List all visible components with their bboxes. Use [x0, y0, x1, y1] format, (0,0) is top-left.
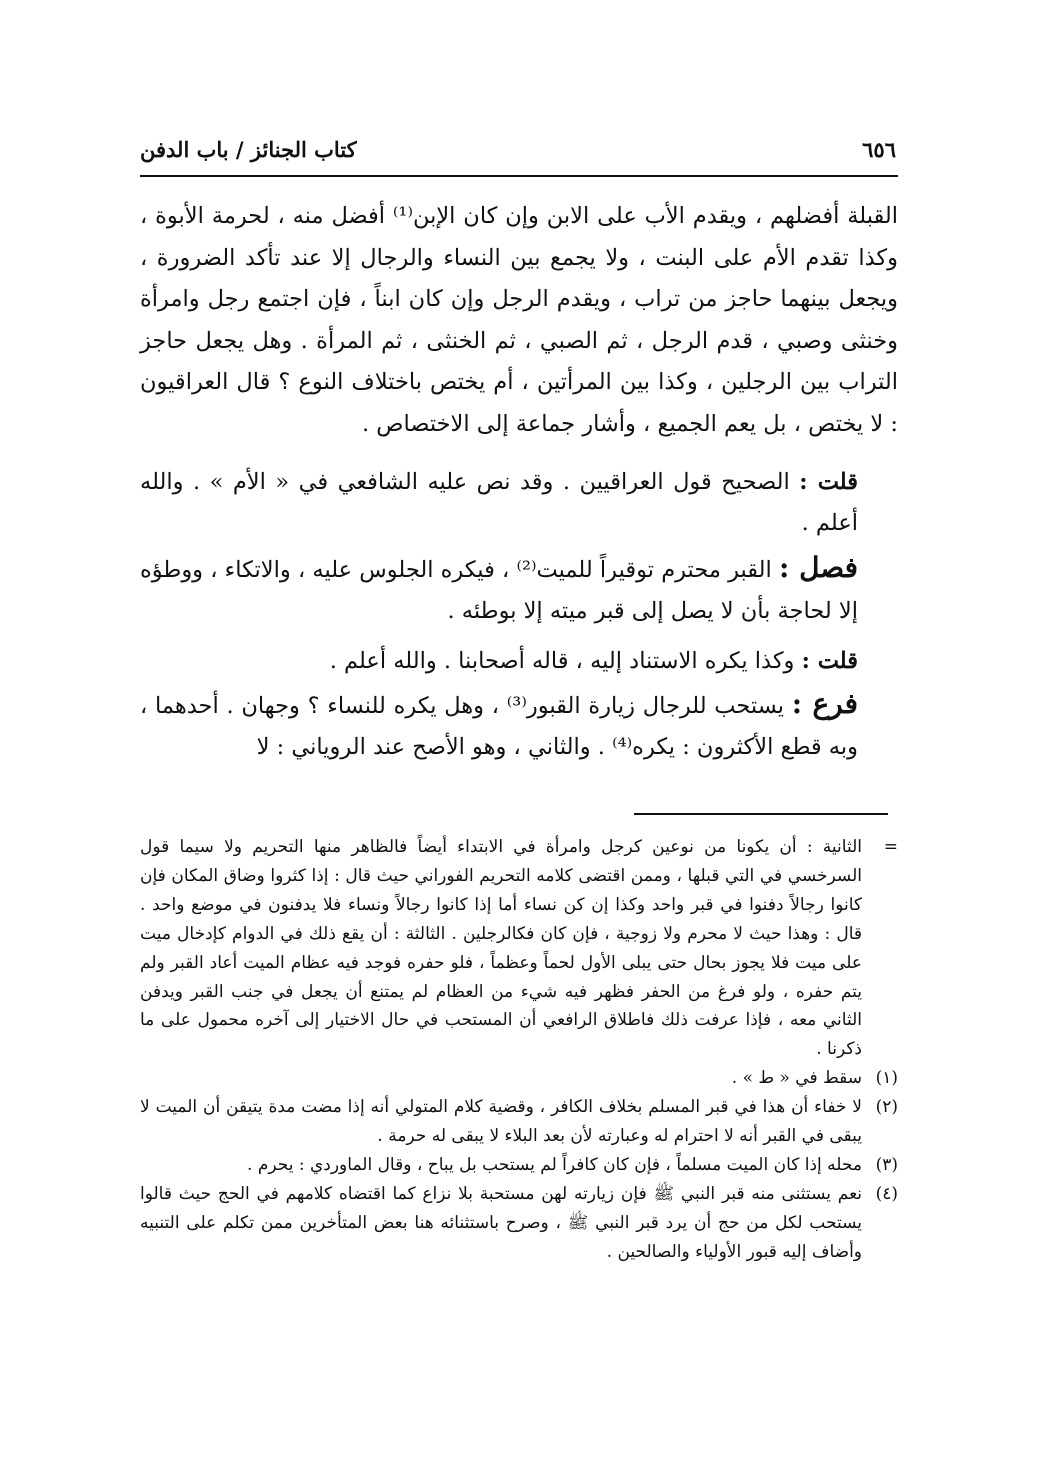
footnote-3	[140, 1151, 898, 1180]
paragraph-qultu-1	[140, 462, 898, 545]
footnote-text: سقط في « ط » .	[731, 1068, 862, 1089]
keyword-qultu: قلت :	[799, 468, 858, 495]
footnote-marker: (١)	[875, 1068, 898, 1089]
keyword-qultu: قلت :	[801, 647, 858, 674]
paragraph-burial-order: القبلة أفضلهم ، ويقدم الأب على الابن وإن كان الإبن⁽¹⁾ أفضل منه ، لحرمة الأبوة ، وكذا تقدم الأم على البنت ، ولا يجمع بين النساء والرجال إلا عند تأكد الضرورة ، ويجعل بينهما حاجز من تراب ، ويقدم الرجل وإن كان ابناً ، فإن اجتمع رجل وامرأة وخنثى وصبي ، قدم الرجل ، ثم الصبي ، ثم الخنثى ، ثم المرأة . وهل يجعل حاجز التراب بين الرجلين ، وكذا بين المرأتين ، أم يختص باختلاف النوع ؟ قال العراقيون : لا يختص ، بل يعم الجميع ، وأشار جماعة إلى الاختصاص .	[140, 203, 898, 437]
footnote-text: الثانية : أن يكونا من نوعين كرجل وامرأة في الابتداء أيضاً فالظاهر منها التحريم ولا سيما قول السرخسي في التي قبلها ، وممن اقتضى كلامه التحريم الفوراني حيث قال : إذا كثروا وضاق المكان فإن كانوا رجالاً دفنوا في قبر واحد وكذا إن كن نساء أما إذا كانوا رجالاً ونساء فلا يدفنون في موضع واحد . قال : وهذا حيث لا محرم ولا زوجية ، فإن كان فكالرجلين . الثالثة : أن يقع ذلك في الدوام كإدخال ميت على ميت فلا يجوز بحال حتى يبلى الأول لحماً وعظماً ، فلو حفره فوجد فيه عظام الميت أعاد القبر ولم يتم حفره ، ولو فرغ من الحفر فظهر فيه شيء من العظام لم يمتنع أن يجعل في جنب القبر ويدفن الثاني معه ، فإذا عرفت ذلك فاطلاق الرافعي أن المستحب في حال الاختيار إلى آخره محمول على ما ذكرنا .	[140, 837, 863, 1060]
footnote-continuation	[140, 833, 898, 1064]
running-title: كتاب الجنائز / باب الدفن	[140, 137, 357, 162]
paragraph-text: يستحب للرجال زيارة القبور⁽³⁾ ، وهل يكره للنساء ؟ وجهان . أحدهما ، وبه قطع الأكثرون : يكره⁽⁴⁾ . والثاني ، وهو الأصح عند الروياني : لا	[140, 692, 858, 761]
footnote-2	[140, 1093, 898, 1151]
footnote-text: لا خفاء أن هذا في قبر المسلم بخلاف الكافر ، وقضية كلام المتولي أنه إذا مضت مدة يتيقن أن الميت لا يبقى في القبر أنه لا احترام له وعبارته لأن بعد البلاء لا يبقى له حرمة .	[140, 1097, 862, 1147]
paragraph-qultu-2	[140, 641, 898, 683]
paragraph-text: الصحيح قول العراقيين . وقد نص عليه الشافعي في « الأم » . والله أعلم .	[140, 468, 858, 537]
footnote-marker: (٤)	[875, 1183, 898, 1204]
keyword-far: فرع :	[791, 686, 859, 720]
page-number: ٦٥٦	[862, 137, 896, 162]
paragraph-far	[140, 683, 898, 769]
footnote-marker: (٢)	[875, 1097, 898, 1118]
paragraph-text: وكذا يكره الاستناد إليه ، قاله أصحابنا . والله أعلم .	[329, 647, 802, 674]
footnote-marker: (٣)	[875, 1154, 898, 1175]
keyword-fasl: فصل :	[778, 550, 858, 584]
footnote-4	[140, 1180, 898, 1267]
footnote-marker: =	[883, 837, 898, 857]
paragraph-fasl	[140, 547, 898, 633]
footnote-1	[140, 1064, 898, 1093]
footnote-text: محله إذا كان الميت مسلماً ، فإن كان كافراً لم يستحب بل يباح ، وقال الماوردي : يحرم .	[247, 1154, 862, 1175]
footnote-separator	[634, 813, 888, 815]
paragraph-text: القبر محترم توقيراً للميت⁽²⁾ ، فيكره الجلوس عليه ، والاتكاء ، ووطؤه إلا لحاجة بأن لا يصل إلى قبر ميته إلا بوطئه .	[140, 556, 858, 625]
page-header	[140, 127, 898, 177]
main-text	[140, 196, 898, 769]
footnotes	[140, 833, 898, 1267]
footnote-text: نعم يستثنى منه قبر النبي ﷺ فإن زيارته لهن مستحبة بلا نزاع كما اقتضاه كلامهم في الحج حيث قالوا يستحب لكل من حج أن يرد قبر النبي ﷺ ، وصرح باستثنائه هنا بعض المتأخرين ممن تكلم على التنبيه وأضاف إليه قبور الأولياء والصالحين .	[140, 1183, 862, 1262]
